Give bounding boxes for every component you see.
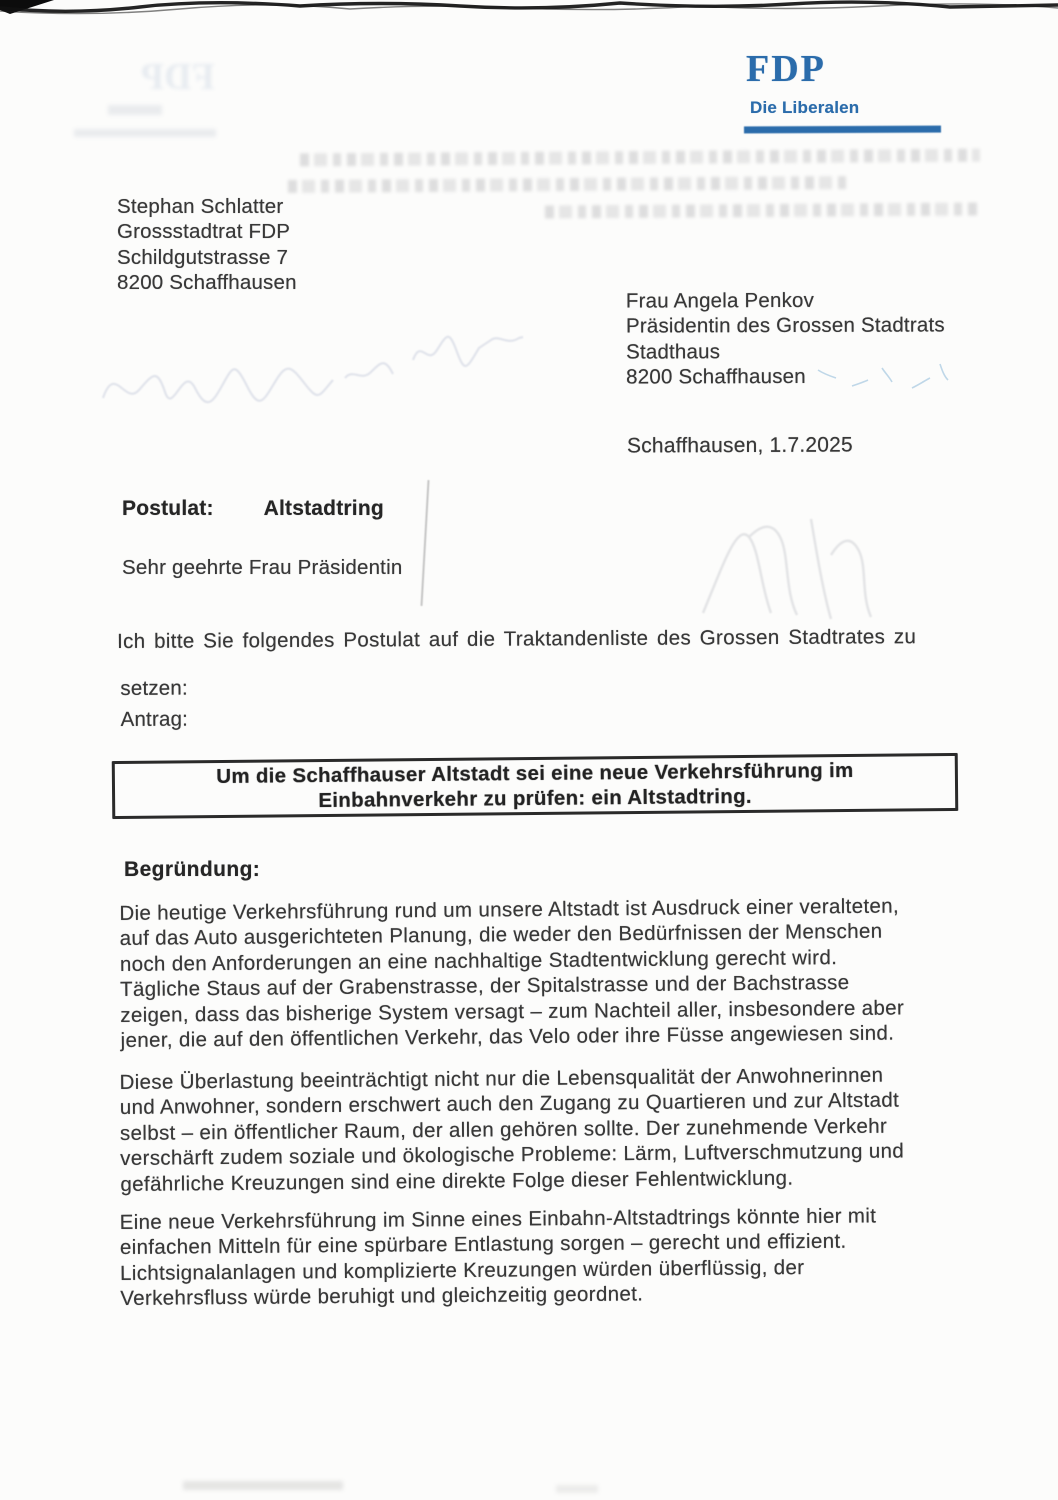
scan-smudge (556, 1485, 598, 1493)
scan-smudge (183, 1481, 343, 1490)
scan-edge-artifact (0, 0, 1058, 22)
justification-heading: Begründung: (124, 858, 261, 881)
sender-line: Stephan Schlatter (117, 195, 284, 218)
salutation: Sehr geehrte Frau Präsidentin (122, 556, 403, 579)
subject-line (122, 497, 384, 521)
scan-fold-line (420, 480, 429, 606)
justification-paragraph-3 (120, 1203, 877, 1311)
paragraph-line: gefährliche Kreuzungen sind eine direkte Folge dieser Fehlentwicklung. (120, 1166, 794, 1196)
paragraph-line: verschärft zudem soziale und ökologische Probleme: Lärm, Luftverschmutzung und (120, 1139, 905, 1171)
subject-label: Postulat: (122, 497, 214, 520)
scan-ghost-smudge (108, 105, 162, 115)
sender-line: 8200 Schaffhausen (117, 271, 297, 295)
antrag-label: Antrag: (120, 707, 189, 731)
recipient-line: 8200 Schaffhausen (626, 365, 806, 389)
scan-ghost-handwriting (675, 495, 890, 630)
paragraph-line: und Anwohner, sondern erschwert auch den Zugang zu Quartieren und zur Altstadt (119, 1088, 900, 1120)
scan-ghost-textline (300, 149, 980, 167)
paragraph-line: Eine neue Verkehrsführung im Sinne eines Einbahn-Altstadtrings könnte hier mit (119, 1204, 877, 1235)
motion-line: Einbahnverkehr zu prüfen: ein Altstadtring. (318, 784, 752, 812)
paragraph-line: Tägliche Staus auf der Grabenstrasse, der Spitalstrasse und der Bachstrasse (120, 971, 850, 1002)
paragraph-line: auf das Auto ausgerichteten Planung, die weder den Bedürfnissen der Menschen (119, 920, 883, 951)
paragraph-line: jener, die auf den öffentlichen Verkehr, das Velo oder ihre Füsse angewiesen sind. (120, 1021, 895, 1053)
sender-address-block (117, 194, 297, 296)
recipient-line: Präsidentin des Grossen Stadtrats (625, 313, 945, 338)
request-line: Ich bitte Sie folgendes Postulat auf die Traktandenliste des Grossen Stadtrates zu (117, 625, 917, 653)
fdp-logo-tagline: Die Liberalen (750, 98, 860, 117)
justification-paragraph-1 (119, 893, 904, 1053)
scan-ghost-textline (288, 176, 848, 193)
paragraph-line: Diese Überlastung beeinträchtigt nicht nur die Lebensqualität der Anwohnerinnen (119, 1063, 884, 1095)
request-block (117, 625, 978, 740)
date-line: Schaffhausen, 1.7.2025 (626, 433, 853, 458)
request-line: setzen: (120, 676, 188, 700)
paragraph-line: zeigen, dass das bisherige System versagt – zum Nachteil aller, insbesondere aber (120, 996, 905, 1027)
sender-line: Schildgutstrasse 7 (117, 245, 289, 269)
justification-paragraph-2 (119, 1062, 904, 1197)
paragraph-line: Verkehrsfluss würde beruhigt und gleichzeitig geordnet. (120, 1282, 644, 1311)
recipient-line: Frau Angela Penkov (625, 288, 815, 313)
fdp-logo-wordmark: FDP (746, 48, 826, 90)
logo-underline-rule (744, 126, 941, 134)
paragraph-line: Lichtsignalanlagen und komplizierte Kreuzungen würden überflüssig, der (120, 1255, 805, 1285)
scan-ghost-smudge (74, 129, 216, 137)
motion-line: Um die Schaffhauser Altstadt sei eine neue Verkehrsführung im (216, 758, 854, 789)
paragraph-line: noch den Anforderungen an eine nachhaltige Stadtentwicklung gerecht wird. (119, 945, 838, 976)
scan-ghost-handwriting (95, 318, 525, 418)
recipient-line: Stadthaus (626, 340, 721, 364)
paragraph-line: selbst – ein öffentlicher Raum, der allen gehören sollte. Der zunehmende Verkehr (119, 1114, 888, 1145)
subject-value: Altstadtring (263, 497, 384, 520)
scan-ghost-textline (545, 202, 980, 218)
scan-ghost-logo: FDP (141, 56, 215, 98)
scan-ink-specks (812, 352, 962, 407)
sender-line: Grossstadtrat FDP (117, 220, 291, 244)
motion-box (112, 753, 959, 819)
paragraph-line: Die heutige Verkehrsführung rund um unsere Altstadt ist Ausdruck einer veralteten, (119, 894, 900, 926)
paragraph-line: einfachen Mitteln für eine spürbare Entlastung sorgen – gerecht und effizient. (119, 1230, 847, 1260)
